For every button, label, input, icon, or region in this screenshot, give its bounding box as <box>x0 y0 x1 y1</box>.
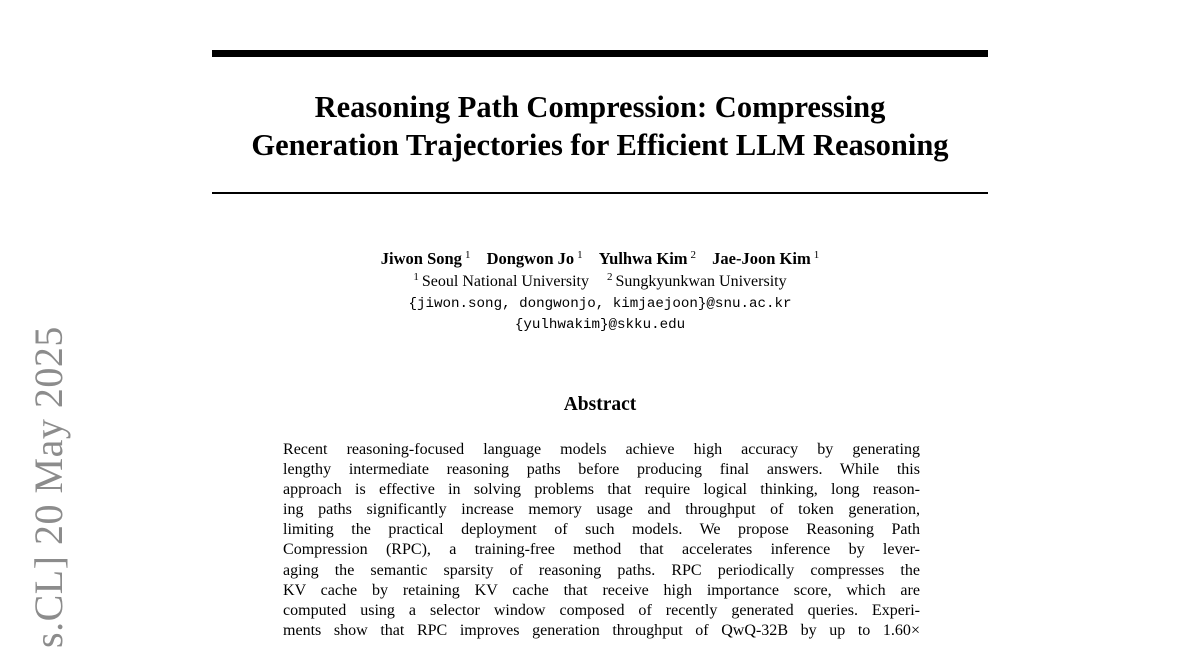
affiliation-number: 1 <box>413 271 419 283</box>
abstract-line: approach is effective in solving problems that require logical thinking, long reason- <box>283 481 920 499</box>
affiliation-name: Seoul National University <box>421 273 589 290</box>
abstract-line: lengthy intermediate reasoning paths before producing final answers. While this <box>283 461 920 479</box>
author-affiliation-mark: 2 <box>690 249 697 261</box>
author-list <box>212 248 988 269</box>
paper-title-line-2: Generation Trajectories for Efficient LLM Reasoning <box>251 128 949 162</box>
affiliation-seoul <box>413 273 589 290</box>
abstract-line: Recent reasoning-focused language models achieve high accuracy by generating <box>283 441 920 458</box>
abstract-line: ments show that RPC improves generation throughput of QwQ-32B by up to 1.60× <box>283 621 920 639</box>
abstract-body <box>283 440 920 641</box>
title-top-rule <box>212 50 988 57</box>
paper-title-line-1: Reasoning Path Compression: Compressing <box>314 90 886 124</box>
author-name: Dongwon Jo <box>486 249 575 268</box>
abstract-line: Compression (RPC), a training-free method that accelerates inference by lever- <box>283 541 920 559</box>
abstract-line: KV cache by retaining KV cache that receive high importance score, which are <box>283 581 920 599</box>
affiliation-number: 2 <box>606 271 613 283</box>
author-affiliation-mark: 1 <box>464 249 471 261</box>
author-jae-joon-kim <box>712 249 819 268</box>
author-jiwon-song <box>381 249 471 268</box>
email-skku: {yulhwakim}@skku.edu <box>514 317 686 333</box>
abstract-line: aging the semantic sparsity of reasoning paths. RPC periodically compresses the <box>283 561 920 579</box>
email-snu: {jiwon.song, dongwonjo, kimjaejoon}@snu.ac.kr <box>408 296 792 312</box>
author-dongwon-jo <box>487 249 583 268</box>
author-name: Yulhwa Kim <box>598 249 688 268</box>
author-yulhwa-kim <box>599 249 696 268</box>
author-affiliation-mark: 1 <box>577 249 583 261</box>
paper-title <box>212 88 988 164</box>
title-bottom-rule <box>212 192 988 194</box>
abstract-line: limiting the practical deployment of such models. We propose Reasoning Path <box>283 521 920 539</box>
affiliation-name: Sungkyunkwan University <box>615 273 787 290</box>
affiliation-skku <box>607 273 787 290</box>
author-name: Jiwon Song <box>380 249 462 268</box>
affiliation-list <box>212 271 988 292</box>
abstract-heading: Abstract <box>563 394 637 415</box>
abstract-line: ing paths significantly increase memory usage and throughput of token generation, <box>283 501 920 519</box>
arxiv-stamp: s.CL] 20 May 2025 <box>26 326 71 648</box>
author-affiliation-mark: 1 <box>813 249 820 261</box>
abstract-line: computed using a selector window composed of recently generated queries. Experi- <box>283 601 920 619</box>
author-name: Jae-Joon Kim <box>712 249 811 268</box>
